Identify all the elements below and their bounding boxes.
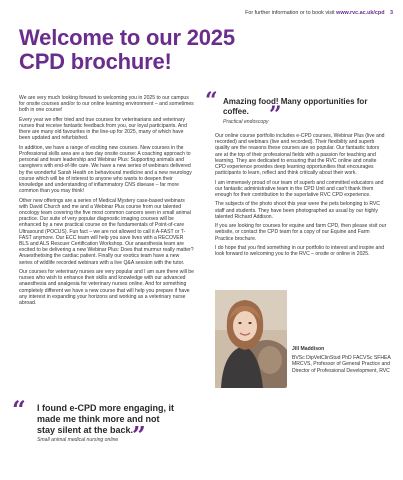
paragraph: Our online course portfolio includes e-CPD courses, Webinar Plus (live and recorded) and webinars (live and recorded). Their flexibility and superb quality are the reasons these courses are so popular. Our fantastic tutors are at the top of their professional fields with a passion for teaching and learning. They are dedicated to ensuring that the RVC online and onsite CPD experience provides deep learning opportunities that encourages participants to learn, reflect and think critically about their work. bbox=[215, 133, 385, 177]
close-quote-icon: ” bbox=[132, 421, 146, 450]
paragraph: I am immensely proud of our team of superb and committed educators and our fantastic administrative team in the CPD Unit and can't thank them enough for their contribution to the superlative RVC CPD experience. bbox=[215, 179, 384, 199]
website-link[interactable]: www.rvc.ac.uk/cpd bbox=[336, 10, 385, 16]
quote-text: I found e-CPD more engaging, it made me think more and not stay silent at the back. bbox=[37, 403, 174, 435]
close-quote-icon: ” bbox=[269, 102, 282, 128]
page-number: 3 bbox=[390, 10, 393, 16]
title-line-1: Welcome to our 2025 bbox=[19, 25, 235, 50]
portrait-photo bbox=[215, 290, 287, 388]
paragraph: I do hope that you find something in our portfolio to interest and inspire and look forward to welcoming you to the RVC – onsite or online in 2025. bbox=[215, 245, 385, 258]
paragraph: Other new offerings are a series of Medical Mystery case-based webinars with David Church and me and a Webinar Plus course from our talented oncology team covering the five most common cancers seen in small animal practice. Our suite of very popular diagnostic imaging courses will be enhanced by a new practical course on the fundamentals of Point-of-care Ultrasound (POCUS). Fun fact – we are not allowed to call it A-FAST or T-FAST anymore. Our ECC team will help you save lives with a RECOVER BLS and ALS Rescuer Certification Workshop. Our anaesthesia team are excited to be delivering a new Webinar Plus: Does that murmur really matter? Anaesthetising the cardiac patient. Finally our exotics team have a new series of wildlife recorded webinars with a live Q&A session with the tutor. bbox=[19, 197, 194, 266]
quote-attribution: Practical endoscopy bbox=[223, 119, 269, 125]
page-header bbox=[245, 10, 393, 16]
open-quote-icon: “ bbox=[205, 88, 218, 114]
title-line-2: CPD brochure! bbox=[19, 49, 172, 74]
paragraph: Our courses for veterinary nurses are very popular and I am sure there will be nurses who wish to enhance their skills and knowledge with our advanced anaesthesia and analgesia for veterinary nurses online. And for something completely different we have a new course that will help you prepare if have any interest in expanding your horizons and working as a veterinary nurse abroad. bbox=[19, 269, 194, 307]
page-title bbox=[19, 26, 235, 74]
quote-text: Amazing food! Many opportunities for coffee. bbox=[223, 97, 368, 116]
paragraph: Every year we offer tried and true courses for veterinarians and veterinary nurses that receive fantastic feedback from you, our loyal participants. And there are many old favourites in the line-up for 2025, many of which have been updated and refurbished. bbox=[19, 116, 187, 142]
paragraph: If you are looking for courses for equine and farm CPD, then please visit our website, or contact the CPD team for a copy of our Equine and Farm Practice brochure. bbox=[215, 223, 387, 242]
open-quote-icon: “ bbox=[12, 395, 26, 424]
caption-credentials: BVSc DipVetClinStud PhD FACVSc SFHEA MRCVS, Professor of General Practice and Director of Professional Development, RVC bbox=[292, 355, 391, 374]
quote-attribution: Small animal medical nursing online bbox=[37, 437, 119, 443]
pull-quote-ecpd bbox=[12, 395, 212, 469]
pull-quote-food bbox=[205, 88, 395, 128]
left-column bbox=[19, 95, 194, 309]
right-column bbox=[215, 133, 387, 261]
paragraph: In addition, we have a range of exciting new courses. New courses in the Professional skills area are a two day onsite course: A coaching approach to personal and team leadership and Webinar Plus: Supporting animals and caregivers with end-of-life care. We have a new series of webinars delivered by the wonderful Sarah Heath on behavioural medicine and a new neurology course which will be of interest to anyone who wants to deepen their knowledge and understanding of inflammatory CNS disease – far more common than you may think! bbox=[19, 144, 192, 195]
caption-name: Jill Maddison bbox=[292, 346, 325, 352]
contact-text: For further information or to book visit bbox=[245, 10, 335, 16]
paragraph: The subjects of the photo shoot this year were the pets belonging to RVC staff and students. They have been photographed as usual by our highly talented Richard Addison. bbox=[215, 201, 380, 220]
paragraph: We are very much looking forward to welcoming you in 2025 to our campus for onsite courses and/or to our online learning environment – and sometimes both in one course! bbox=[19, 95, 194, 114]
photo-caption bbox=[292, 346, 392, 374]
